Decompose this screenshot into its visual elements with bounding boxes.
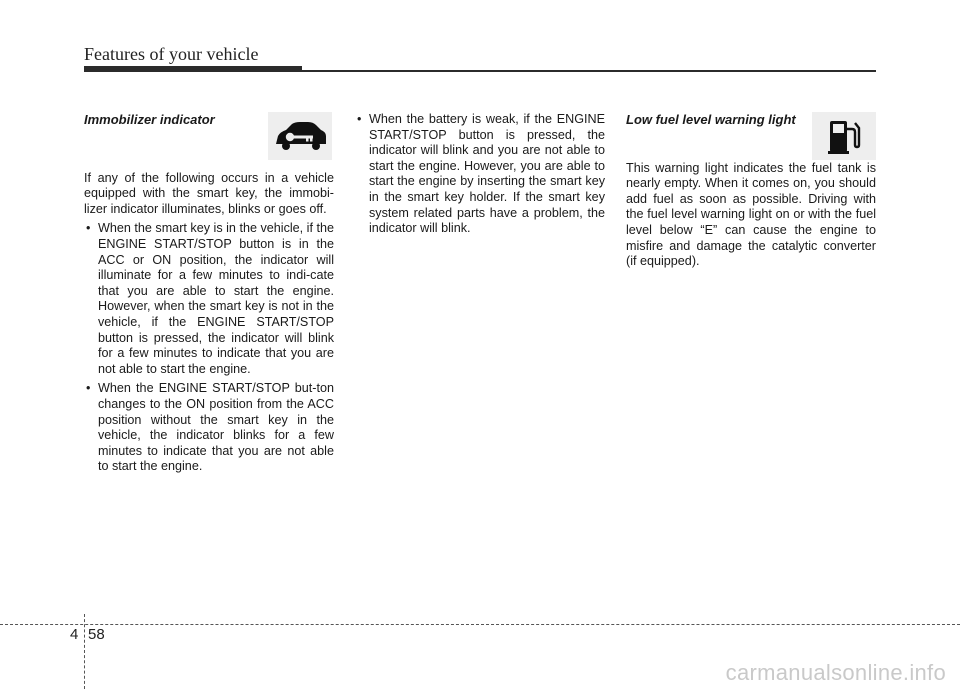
column-low-fuel — [626, 112, 876, 270]
immobilizer-bullets-continued — [355, 112, 605, 237]
footer-divider — [84, 614, 85, 689]
footer-rule — [0, 624, 960, 625]
page-header-title: Features of your vehicle — [84, 44, 259, 64]
watermark: carmanualsonline.info — [725, 660, 946, 685]
immobilizer-bullets — [84, 221, 334, 475]
page-number: 58 — [88, 626, 105, 643]
low-fuel-body: This warning light indicates the fuel tank is nearly empty. When it comes on, you should add fuel as soon as possible. Driving with the fuel level warning light on or with the fuel level below “E” can cause the engine to misfire and damage the catalytic converter (if equipped). — [626, 160, 876, 269]
list-item: • When the battery is weak, if the ENGINE START/STOP button is pressed, the indicator will blink and you are not able to start the engine. However, you are able to start the engine by inserting the smart key in the smart key holder. If the smart key system related parts have a problem, the indicator will blink. — [355, 112, 605, 237]
immobilizer-intro: If any of the following occurs in a vehicle equipped with the smart key, the immobi-lizer indicator illuminates, blinks or goes off. — [84, 170, 334, 216]
header-rule-accent — [84, 66, 302, 72]
section-title-low-fuel: Low fuel level warning light — [626, 112, 796, 127]
chapter-number: 4 — [70, 626, 79, 643]
list-item: • When the smart key is in the vehicle, if the ENGINE START/STOP button is in the ACC or ON position, the indicator will illuminate for a few minutes to indi-cate that you are able to start the engine. However, when the smart key is not in the vehicle, if the ENGINE START/STOP button is pressed, the indicator will blink for a few minutes to indicate that you are not able to start the engine. — [84, 221, 334, 377]
column-immobilizer — [84, 112, 334, 479]
section-title-immobilizer: Immobilizer indicator — [84, 112, 215, 127]
list-item: • When the ENGINE START/STOP but-ton changes to the ON position from the ACC position without the smart key in the vehicle, the indicator blinks for a few minutes to indicate that you are not able to start the engine. — [84, 381, 334, 475]
column-immobilizer-continued — [355, 112, 605, 241]
